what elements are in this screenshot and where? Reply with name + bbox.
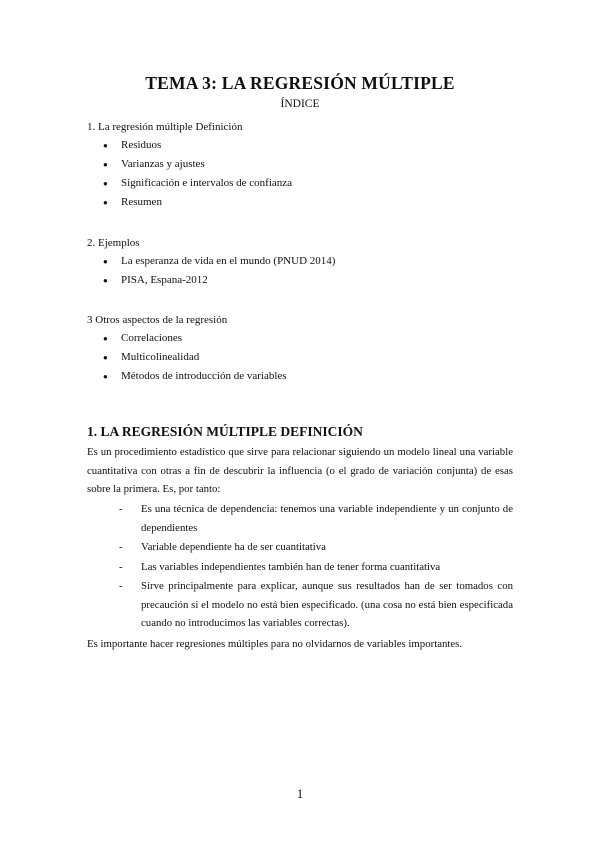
toc-item: ● Correlaciones (87, 329, 287, 348)
toc-section-heading: 1. La regresión múltiple Definición (87, 121, 243, 133)
toc-item: ● Residuos (87, 136, 292, 155)
toc-item: ● PISA, Espana-2012 (87, 271, 335, 290)
toc-item: ● La esperanza de vida en el mundo (PNUD 2014) (87, 252, 335, 271)
toc-section-2 (87, 234, 335, 290)
index-label: ÍNDICE (280, 98, 320, 110)
section-heading: 1. LA REGRESIÓN MÚLTIPLE DEFINICIÓN (87, 424, 363, 439)
intro-paragraph: Es un procedimiento estadístico que sirve para relacionar siguiendo un modelo lineal una variable cuantitativa con otras a fin de descubrir la influencia (o el grado de variación conjunta) de esas sobre la primera. Es, por tanto: (87, 446, 513, 495)
toc-section-heading: 2. Ejemplos (87, 237, 140, 249)
list-item: - Es una técnica de dependencia: tenemos una variable independiente y un conjunto de dependientes (117, 500, 513, 537)
toc-item: ● Significación e intervalos de confianza (87, 174, 292, 193)
toc-item: ● Varianzas y ajustes (87, 155, 292, 174)
list-item: - Las variables independientes también han de tener forma cuantitativa (117, 558, 513, 577)
toc-item: ● Métodos de introducción de variables (87, 367, 287, 386)
points-list (117, 500, 513, 634)
list-item: - Sirve principalmente para explicar, aunque sus resultados han de ser tomados con precaución si el modelo no está bien especificado. (una cosa no está bien especificada cuando no introducimos las variables correctas). (117, 577, 513, 633)
page-number: 1 (296, 786, 304, 801)
toc-item: ● Multicolinealidad (87, 348, 287, 367)
document-title: TEMA 3: LA REGRESIÓN MÚLTIPLE (145, 73, 455, 93)
toc-section-heading: 3 Otros aspectos de la regresión (87, 314, 228, 326)
list-item: - Variable dependiente ha de ser cuantitativa (117, 538, 513, 557)
toc-item: ● Resumen (87, 193, 292, 212)
toc-section-1 (87, 118, 292, 212)
toc-section-3 (87, 311, 287, 386)
closing-paragraph: Es importante hacer regresiones múltiples para no olvidarnos de variables importantes. (87, 638, 463, 650)
